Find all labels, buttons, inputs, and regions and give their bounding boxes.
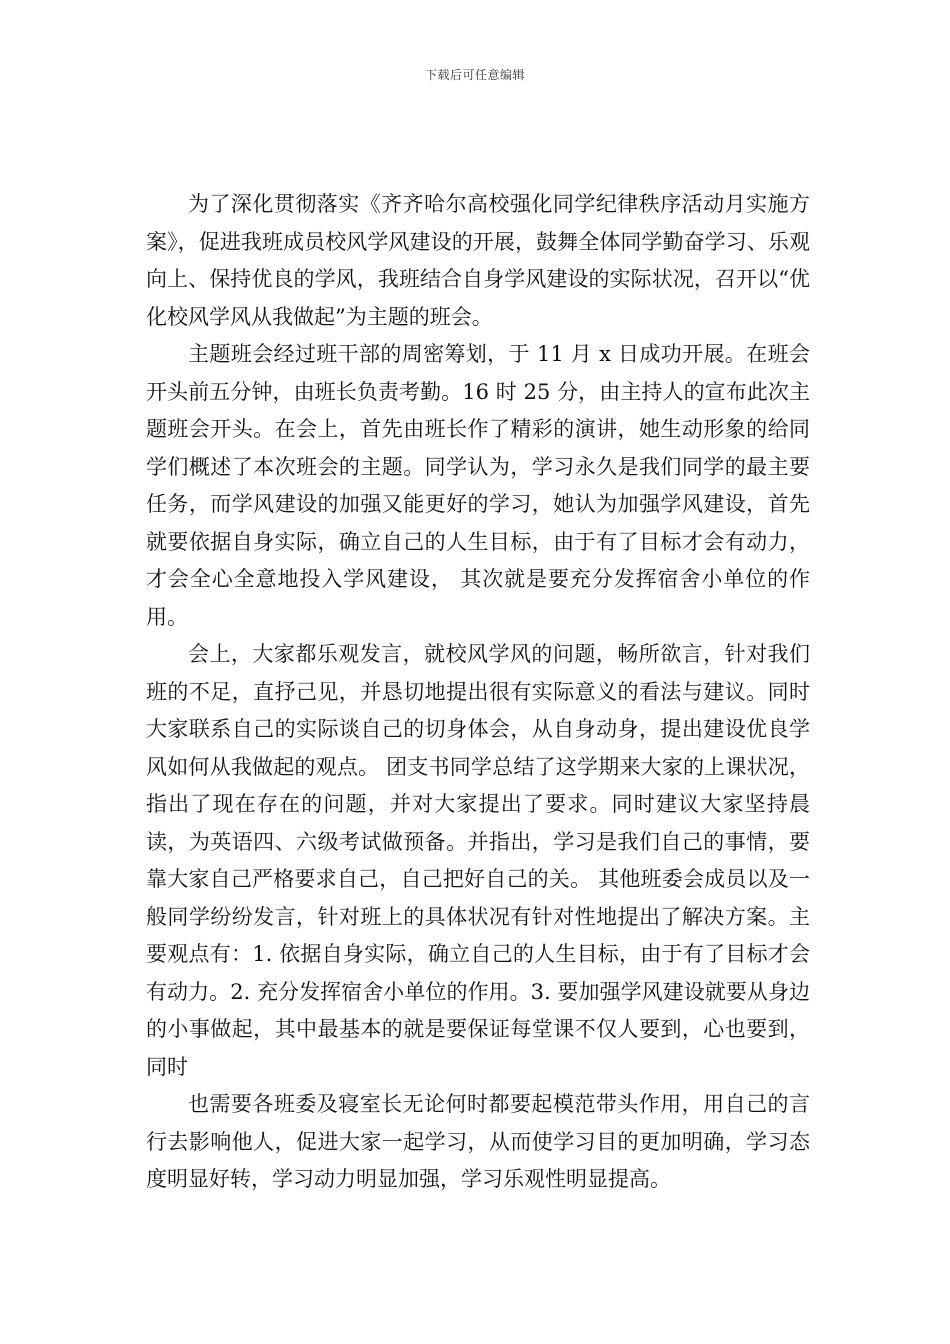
page-header: 下载后可任意编辑 bbox=[424, 68, 525, 82]
paragraph-discussion: 会上，大家都乐观发言，就校风学风的问题，畅所欲言，针对我们班的不足，直抒己见，并恳切地提出很有实际意义的看法与建议。同时大家联系自己的实际谈自己的切身体会，从自身动身，提出建设优良学风如何从我做起的观点。 团支书同学总结了这学期来大家的上课状况，指出了现在存在的问题，并对大家提出了要求。同时建议大家坚持晨读，为英语四、六级考试做预备。并指出，学习是我们自己的事情，要靠大家自己严格要求自己，自己把好自己的关。 其他班委会成员以及一般同学纷纷发言，针对班上的具体状况有针对性地提出了解决方案。主要观点有：1. 依据自身实际，确立自己的人生目标，由于有了目标才会有动力。2. 充分发挥宿舍小单位的作用。3. 要加强学风建设就要从身边的小事做起，其中最基本的就是要保证每堂课不仅人要到，心也要到，同时 bbox=[146, 642, 810, 1079]
document-body bbox=[146, 186, 810, 1199]
paragraph-conclusion: 也需要各班委及寝室长无论何时都要起模范带头作用，用自己的言行去影响他人，促进大家一起学习，从而使学习目的更加明确，学习态度明显好转，学习动力明显加强，学习乐观性明显提高。 bbox=[146, 1092, 810, 1191]
paragraph-meeting-process: 主题班会经过班干部的周密筹划，于 11 月 x 日成功开展。在班会开头前五分钟，由班长负责考勤。16 时 25 分，由主持人的宣布此次主题班会开头。在会上，首先由班长作了精彩的演讲，她生动形象的给同学们概述了本次班会的主题。同学认为，学习永久是我们同学的最主要任务，而学风建设的加强又能更好的学习，她认为加强学风建设，首先就要依据自身实际，确立自己的人生目标，由于有了目标才会有动力，才会全心全意地投入学风建设， 其次就是要充分发挥宿舍小单位的作用。 bbox=[146, 342, 810, 629]
paragraph-intro: 为了深化贯彻落实《齐齐哈尔高校强化同学纪律秩序活动月实施方案》，促进我班成员校风学风建设的开展，鼓舞全体同学勤奋学习、乐观向上、保持优良的学风，我班结合自身学风建设的实际状况，召开以“优化校风学风从我做起”为主题的班会。 bbox=[146, 192, 810, 329]
